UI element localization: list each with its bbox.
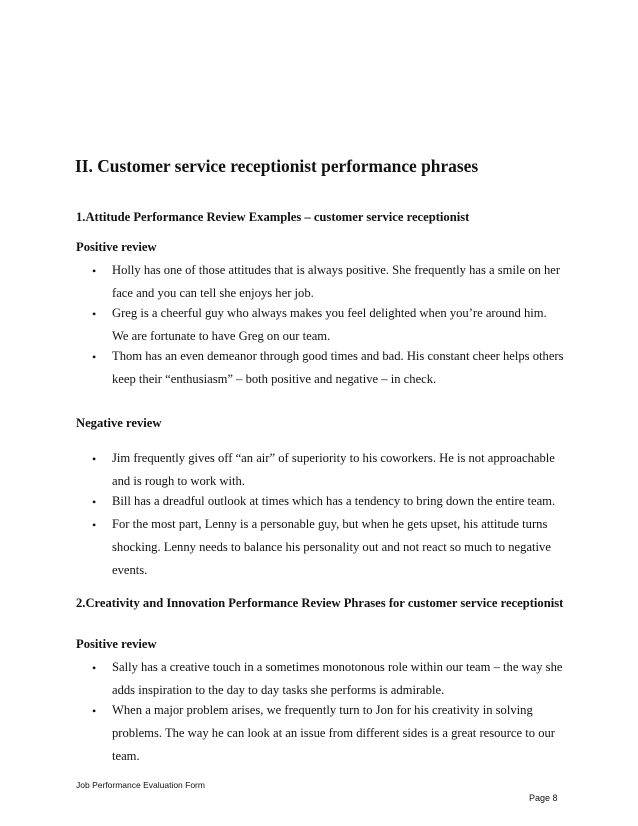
- list-item-line: shocking. Lenny needs to balance his personality out and not react so much to negative: [112, 540, 551, 554]
- list-item-line: Holly has one of those attitudes that is always positive. She frequently has a smile on her: [112, 263, 561, 277]
- bullet-icon: •: [92, 264, 97, 278]
- footer-form-name: Job Performance Evaluation Form: [76, 780, 205, 790]
- list-item-line: Bill has a dreadful outlook at times which has a tendency to bring down the entire team.: [112, 494, 556, 508]
- list-item-line: events.: [112, 563, 148, 577]
- section-2-positive-label: Positive review: [76, 637, 157, 651]
- bullet-icon: •: [92, 307, 97, 321]
- section-1-positive-label: Positive review: [76, 240, 157, 254]
- bullet-icon: •: [92, 452, 97, 466]
- bullet-icon: •: [92, 704, 97, 718]
- list-item-line: face and you can tell she enjoys her job.: [112, 286, 314, 300]
- list-item-line: adds inspiration to the day to day tasks she performs is admirable.: [112, 683, 445, 697]
- list-item-line: Greg is a cheerful guy who always makes you feel delighted when you’re around him.: [112, 306, 547, 320]
- list-item-line: Thom has an even demeanor through good times and bad. His constant cheer helps others: [112, 349, 564, 363]
- list-item-line: keep their “enthusiasm” – both positive and negative – in check.: [112, 372, 437, 386]
- list-item-line: Sally has a creative touch in a sometimes monotonous role within our team – the way she: [112, 660, 563, 674]
- section-2-title: 2.Creativity and Innovation Performance Review Phrases for customer service receptionist: [76, 596, 564, 610]
- list-item-line: For the most part, Lenny is a personable guy, but when he gets upset, his attitude turns: [112, 517, 548, 531]
- bullet-icon: •: [92, 661, 97, 675]
- list-item-line: Jim frequently gives off “an air” of superiority to his coworkers. He is not approachable: [112, 451, 555, 465]
- list-item-line: We are fortunate to have Greg on our team.: [112, 329, 331, 343]
- section-1-title: 1.Attitude Performance Review Examples – customer service receptionist: [76, 210, 470, 224]
- section-1-negative-label: Negative review: [76, 416, 162, 430]
- list-item-line: When a major problem arises, we frequently turn to Jon for his creativity in solving: [112, 703, 533, 717]
- list-item-line: and is rough to work with.: [112, 474, 245, 488]
- page-number: Page 8: [529, 793, 558, 803]
- bullet-icon: •: [92, 350, 97, 364]
- page-heading: II. Customer service receptionist performance phrases: [75, 156, 479, 176]
- bullet-icon: •: [92, 495, 97, 509]
- list-item-line: problems. The way he can look at an issue from different sides is a great resource to our: [112, 726, 555, 740]
- bullet-icon: •: [92, 518, 97, 532]
- list-item-line: team.: [112, 749, 140, 763]
